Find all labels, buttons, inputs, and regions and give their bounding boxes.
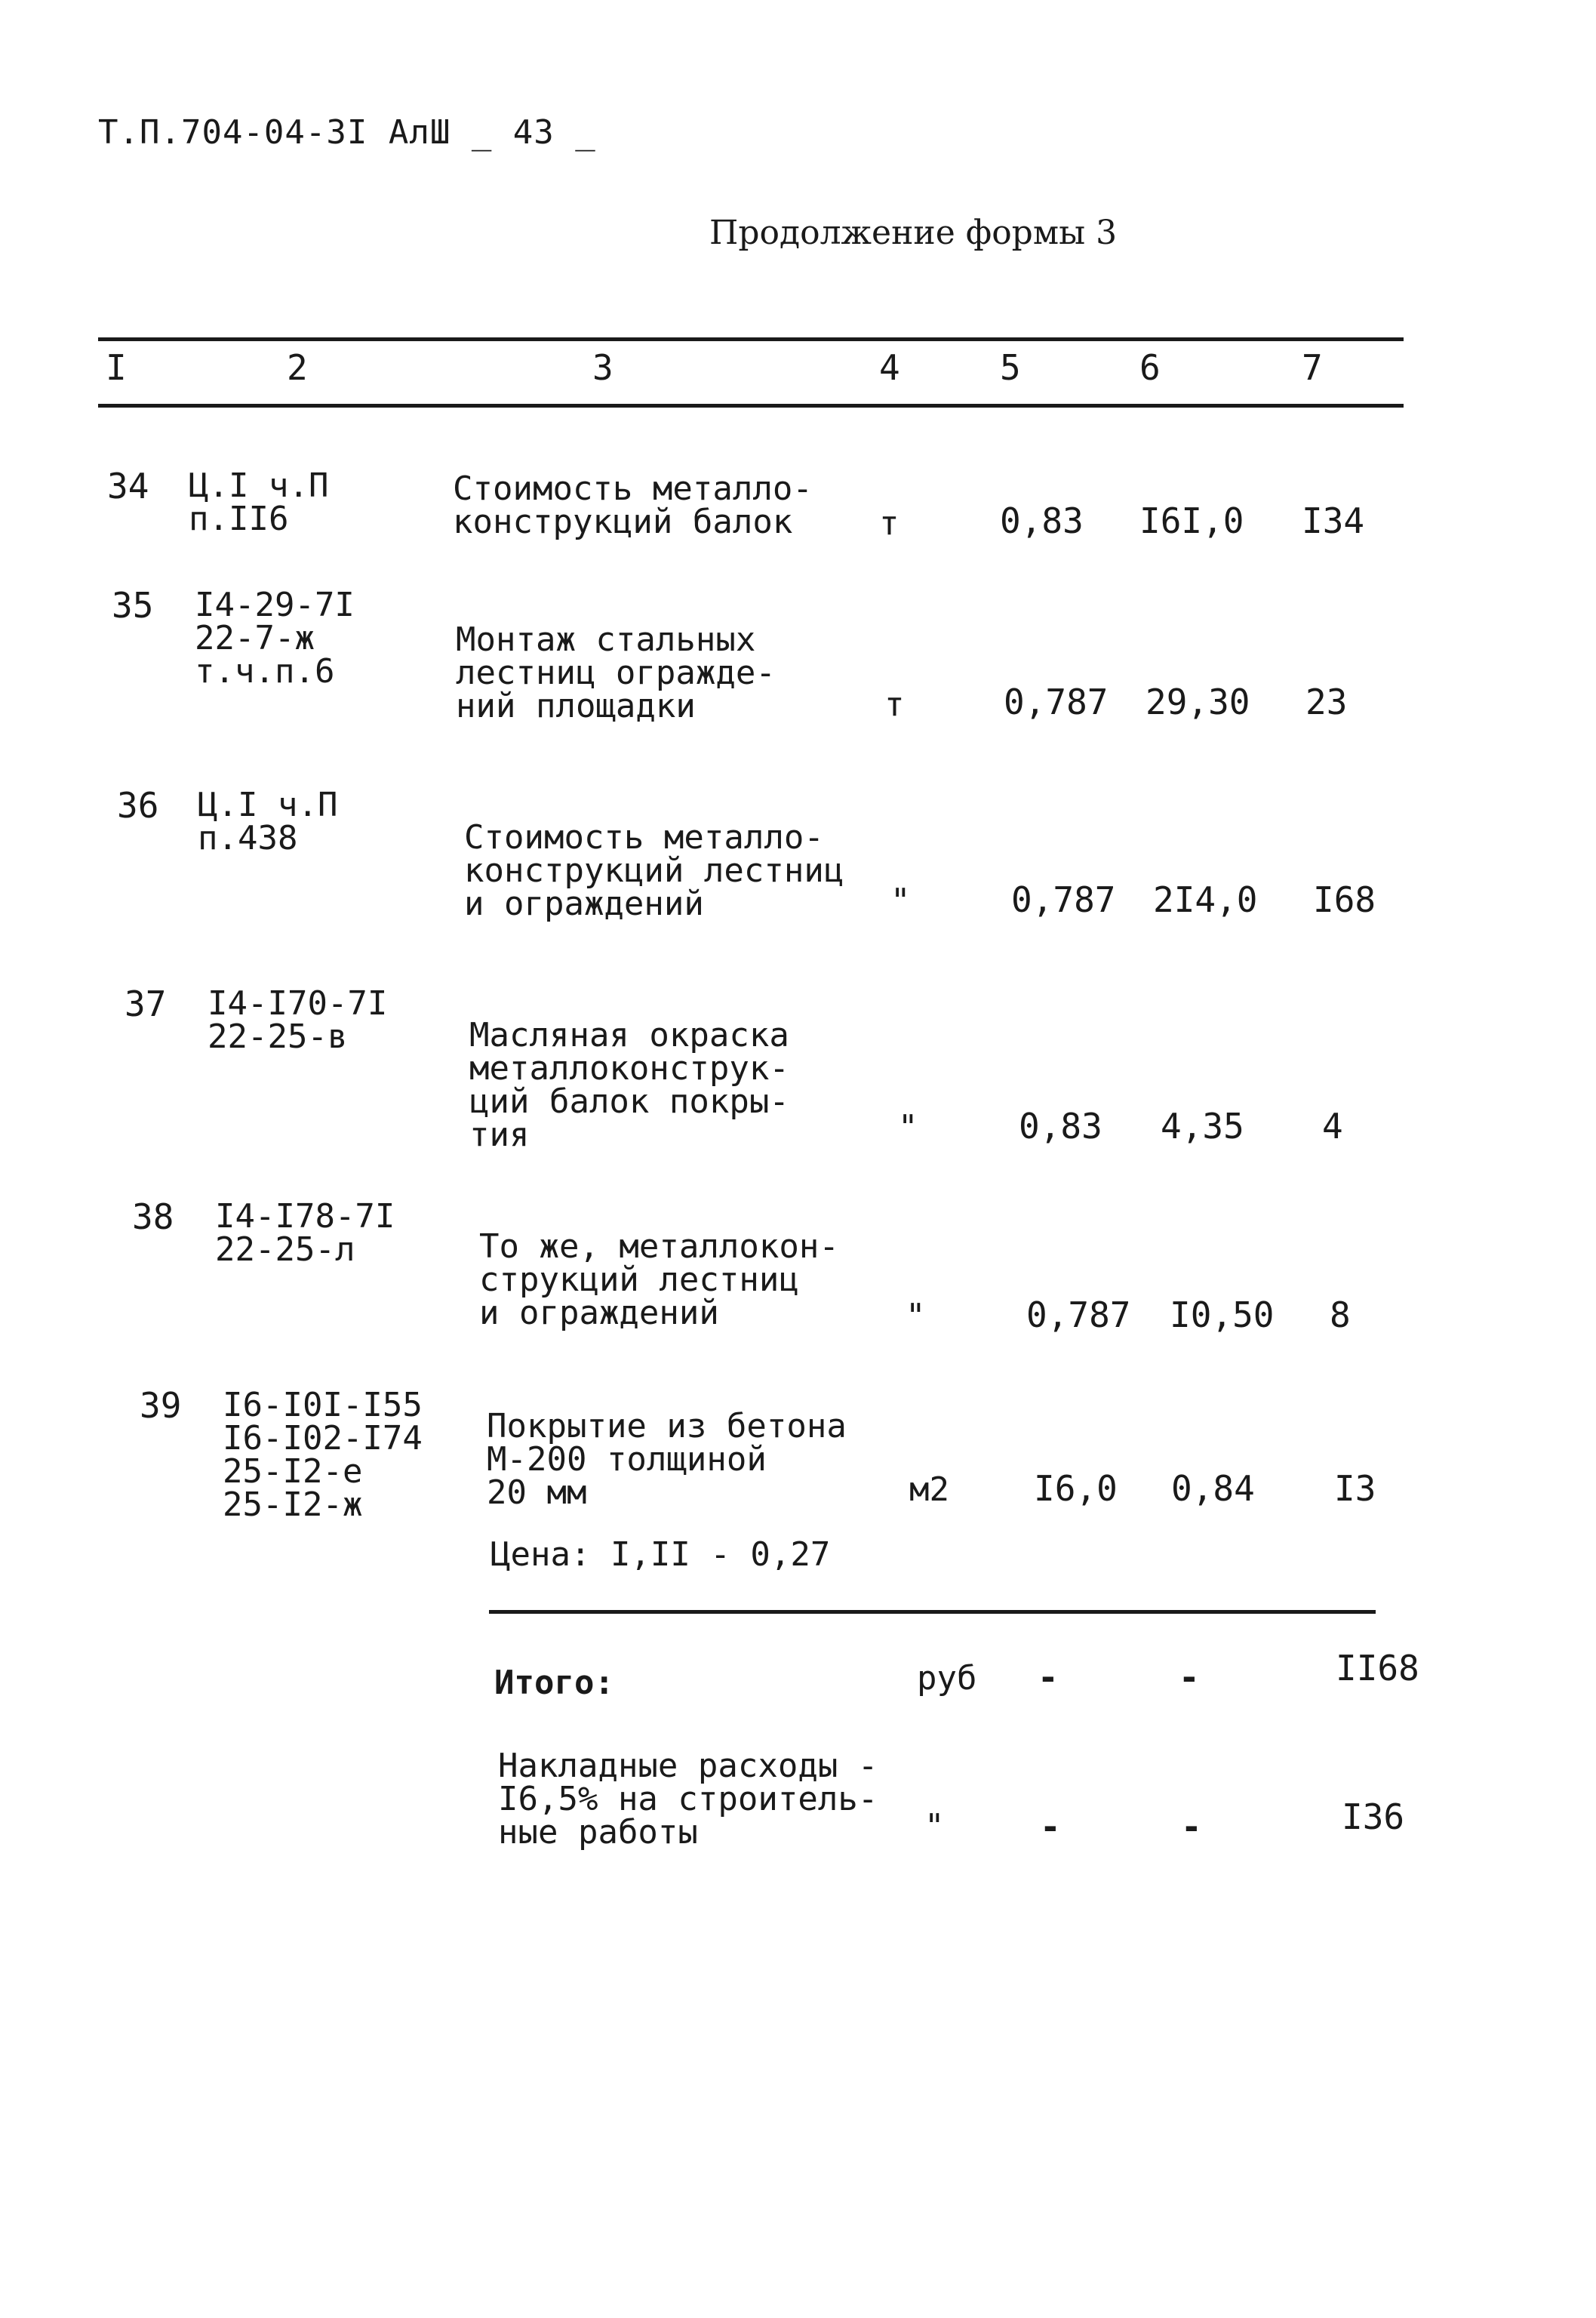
column-header-1: I (106, 347, 127, 388)
row-number: 39 (140, 1385, 182, 1426)
row-unit: " (890, 882, 911, 920)
summary-unit: руб (917, 1659, 977, 1698)
row-description: Стоимость металло- конструкций балок (453, 469, 813, 541)
row-price: 2I4,0 (1153, 879, 1258, 920)
summary-label: Накладные расходы - I6,5% на строитель- ные работы (498, 1747, 878, 1852)
row-description: Стоимость металло- конструкций лестниц и ограждений (464, 818, 844, 923)
row-description: Монтаж стальных лестниц огражде- ний площадки (456, 620, 776, 725)
row-unit: м2 (909, 1470, 949, 1509)
column-header-6: 6 (1139, 347, 1161, 388)
row-number: 35 (112, 585, 154, 626)
row-unit: " (906, 1297, 926, 1335)
row-description: То же, металлокон- струкций лестниц и ограждений (479, 1227, 839, 1332)
table-top-rule (98, 337, 1404, 341)
row-code: I4-I78-7I 22-25-л (215, 1197, 395, 1269)
row-quantity: 0,787 (1026, 1294, 1131, 1335)
summary-total: II68 (1336, 1648, 1419, 1688)
row-price: 4,35 (1161, 1106, 1244, 1147)
row-number: 36 (117, 785, 159, 826)
summary-total: I36 (1342, 1796, 1405, 1837)
row-description: Покрытие из бетона М-200 толщиной 20 мм (487, 1407, 847, 1512)
row-total: I3 (1334, 1468, 1376, 1509)
row-quantity: 0,787 (1004, 682, 1109, 722)
row-code: I4-I70-7I 22-25-в (208, 984, 388, 1056)
row-price-note: Цена: I,II - 0,27 (490, 1535, 831, 1574)
row-total: I34 (1302, 500, 1365, 541)
row-unit: т (879, 504, 899, 543)
row-total: I68 (1313, 879, 1376, 920)
row-unit: " (898, 1108, 918, 1147)
summary-rule (489, 1610, 1376, 1614)
row-price: 0,84 (1171, 1468, 1255, 1509)
row-total: 23 (1305, 682, 1348, 722)
table-header-rule (98, 404, 1404, 408)
row-quantity: 0,83 (1000, 500, 1084, 541)
column-header-4: 4 (879, 347, 900, 388)
row-unit: т (884, 685, 905, 724)
summary-unit: " (924, 1807, 945, 1845)
row-code: Ц.I ч.П п.II6 (189, 466, 329, 538)
row-quantity: 0,787 (1011, 879, 1116, 920)
row-price: I6I,0 (1139, 500, 1244, 541)
column-header-5: 5 (1000, 347, 1021, 388)
summary-quantity: - (1038, 1657, 1059, 1698)
document-reference: Т.П.704-04-3I АлШ _ 43 _ (98, 113, 596, 152)
row-quantity: 0,83 (1019, 1106, 1102, 1147)
row-number: 37 (125, 984, 167, 1024)
row-total: 8 (1330, 1294, 1351, 1335)
continuation-title: Продолжение формы 3 (709, 214, 1118, 252)
summary-label: Итого: (494, 1664, 614, 1702)
column-header-2: 2 (287, 347, 308, 388)
summary-price: - (1179, 1657, 1200, 1698)
column-header-3: 3 (592, 347, 613, 388)
row-total: 4 (1322, 1106, 1343, 1147)
row-code: I4-29-7I 22-7-ж т.ч.п.6 (195, 586, 355, 691)
column-header-7: 7 (1302, 347, 1323, 388)
row-price: I0,50 (1170, 1294, 1275, 1335)
row-description: Масляная окраска металлоконструк- ций балок покры- тия (469, 1016, 789, 1154)
row-price: 29,30 (1145, 682, 1250, 722)
row-quantity: I6,0 (1034, 1468, 1118, 1509)
row-code: Ц.I ч.П п.438 (198, 786, 338, 857)
row-code: I6-I0I-I55 I6-I02-I74 25-I2-е 25-I2-ж (223, 1386, 423, 1524)
summary-quantity: - (1040, 1806, 1061, 1847)
row-number: 34 (107, 466, 149, 506)
summary-price: - (1181, 1806, 1202, 1847)
row-number: 38 (132, 1196, 174, 1237)
